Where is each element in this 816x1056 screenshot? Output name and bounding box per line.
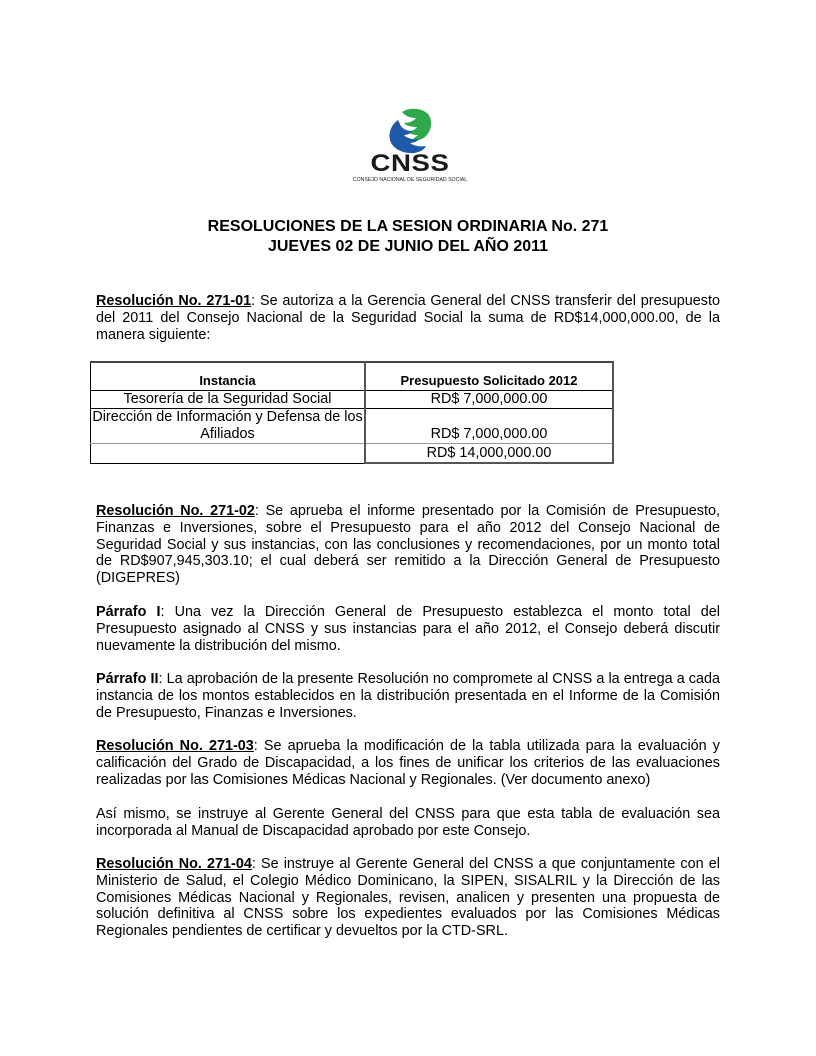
resolution-label: Resolución No. 271-01 xyxy=(96,293,252,309)
logo-wordmark: CNSS xyxy=(370,150,450,177)
paragraph-text: : Una vez la Dirección General de Presupuesto establezca el monto total del Presupuesto asignado al CNSS y sus instancias para el año 2012, el Consejo deberá discutir nuevamente la distribución del mismo. xyxy=(96,604,720,654)
budget-table xyxy=(90,361,614,464)
table-row xyxy=(91,409,614,444)
document-date: JUEVES 02 DE JUNIO DEL AÑO 2011 xyxy=(267,238,549,255)
column-header-instancia: Instancia xyxy=(91,362,366,391)
resolution-label: Resolución No. 271-04 xyxy=(96,856,252,872)
resolution-271-01 xyxy=(96,293,720,343)
resolution-label: Resolución No. 271-03 xyxy=(96,738,254,754)
paragraph-ii xyxy=(96,671,720,721)
paragraph-label: Párrafo II xyxy=(96,671,159,687)
paragraph-i xyxy=(96,604,720,654)
resolution-text: : Se aprueba el informe presentado por la Comisión de Presupuesto, Finanzas e Inversiones, sobre el Presupuesto para el año 2012 del Consejo Nacional de Seguridad Social y sus instancias, con las conclusiones y recomendaciones, por un monto total de RD$907,945,303.10; el cual deberá ser remitido a la Dirección General de Presupuesto (DIGEPRES) xyxy=(96,503,720,587)
logo-subtitle: CONSEJO NACIONAL DE SEGURIDAD SOCIAL xyxy=(352,177,468,183)
cnss-logo xyxy=(340,106,480,186)
table-cell-instancia xyxy=(91,444,366,464)
table-total-row xyxy=(91,444,614,464)
paragraph-text: : La aprobación de la presente Resolución no compromete al CNSS a la entrega a cada instancia de los montos establecidos en la distribución presentada en el Informe de la Comisión de Presupuesto, Finanzas e Inversiones. xyxy=(96,671,721,721)
column-header-presupuesto: Presupuesto Solicitado 2012 xyxy=(365,362,613,391)
green-hand-shape xyxy=(402,109,431,140)
hands-emblem-icon xyxy=(340,106,480,154)
resolution-271-03 xyxy=(96,738,720,788)
resolution-text: : Se aprueba la modificación de la tabla utilizada para la evaluación y calificación del Grado de Discapacidad, a los fines de unificar los criterios de las evaluaciones realizadas por las Comisiones Médicas Nacional y Regionales. (Ver documento anexo) xyxy=(96,738,720,788)
table-cell-amount: RD$ 7,000,000.00 xyxy=(365,409,613,444)
resolution-271-02 xyxy=(96,503,720,587)
resolution-text: : Se autoriza a la Gerencia General del CNSS transferir del presupuesto del 2011 del Consejo Nacional de la Seguridad Social la suma de RD$14,000,000.00, de la manera siguiente: xyxy=(96,293,720,343)
paragraph-label: Párrafo I xyxy=(96,604,161,620)
resolution-text: : Se instruye al Gerente General del CNSS a que conjuntamente con el Ministerio de Salud, el Colegio Médico Dominicano, la SIPEN, SISALRIL y la Dirección de las Comisiones Médicas Nacional y Regionales, revisen, analicen y presenten una propuesta de solución definitiva al CNSS sobre los expedientes evaluados por las Comisiones Médicas Regionales pendientes de certificar y devueltos por la CTD-SRL. xyxy=(96,856,720,940)
table-cell-instancia: Dirección de Información y Defensa de los Afiliados xyxy=(91,409,366,444)
table-header-row xyxy=(91,362,614,391)
table-cell-instancia: Tesorería de la Seguridad Social xyxy=(91,391,366,409)
additional-instruction: Así mismo, se instruye al Gerente General del CNSS para que esta tabla de evaluación sea incorporada al Manual de Discapacidad aprobado por este Consejo. xyxy=(96,806,720,839)
table-row xyxy=(91,391,614,409)
table-cell-amount: RD$ 7,000,000.00 xyxy=(365,391,613,409)
table-cell-total: RD$ 14,000,000.00 xyxy=(365,444,613,464)
resolution-271-04 xyxy=(96,856,720,940)
resolution-label: Resolución No. 271-02 xyxy=(96,503,255,519)
document-title: RESOLUCIONES DE LA SESION ORDINARIA No. 271 xyxy=(207,218,609,235)
